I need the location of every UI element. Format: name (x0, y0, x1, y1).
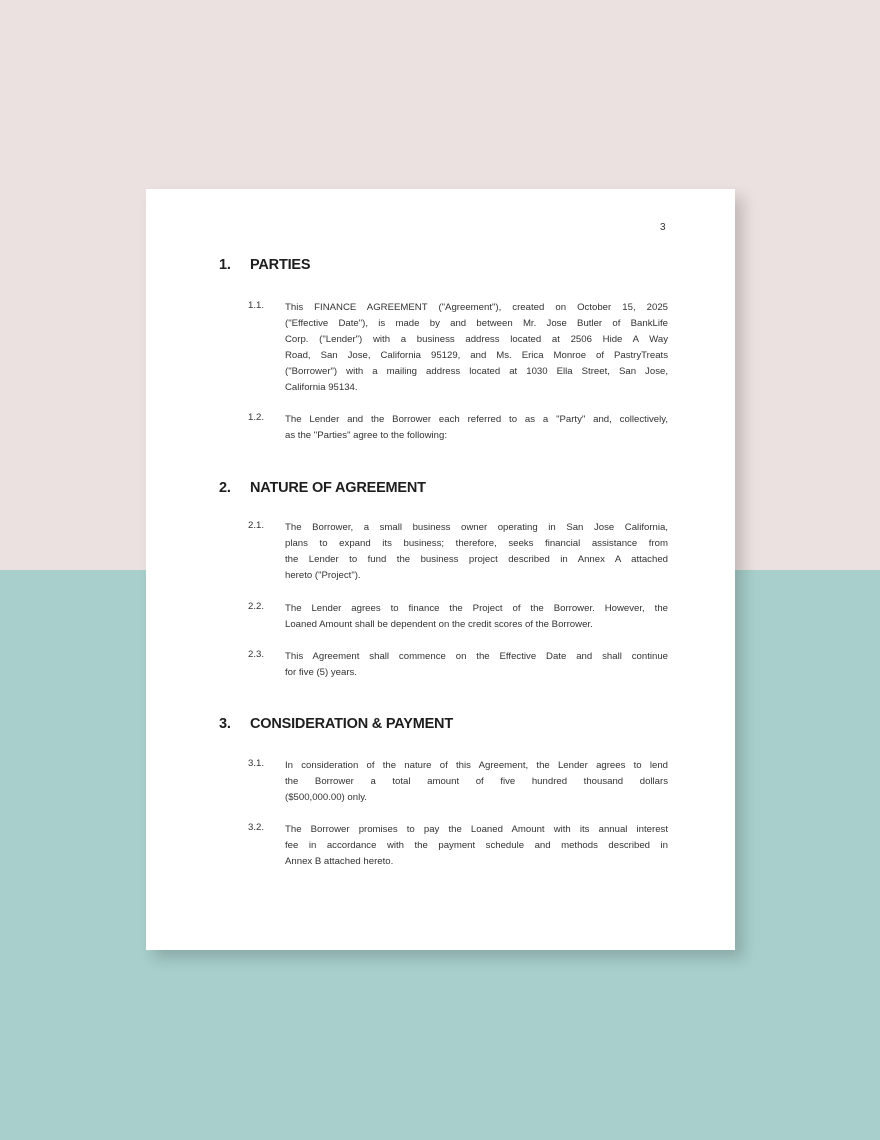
clause-line: ($500,000.00) only. (285, 792, 367, 803)
clause-line: Road, San Jose, California 95129, and Ms. Erica Monroe of PastryTreats (285, 350, 668, 361)
clause-text (285, 601, 668, 633)
clause-line: fee in accordance with the payment schedule and methods described in (285, 840, 668, 851)
section-heading (219, 257, 310, 273)
clause-line: the Borrower a total amount of five hundred thousand dollars (285, 776, 668, 787)
clause-line: This FINANCE AGREEMENT ("Agreement"), created on October 15, 2025 (285, 302, 668, 313)
clause-number: 2.1. (248, 520, 265, 531)
section-title: PARTIES (250, 257, 311, 273)
clause-line: the Lender to fund the business project described in Annex A attached (285, 554, 668, 565)
clause-line: ("Effective Date"), is made by and between Mr. Jose Butler of BankLife (285, 318, 668, 329)
clause-number: 3.2. (248, 822, 265, 833)
clause-line: The Lender and the Borrower each referred to as a "Party" and, collectively, (285, 414, 668, 425)
clause-line: The Borrower promises to pay the Loaned Amount with its annual interest (285, 824, 668, 835)
clause-number: 3.1. (248, 758, 265, 769)
clause-line: hereto ("Project"). (285, 570, 361, 581)
section-title: CONSIDERATION & PAYMENT (250, 716, 453, 732)
clause-line: plans to expand its business; therefore, seeks financial assistance from (285, 538, 668, 549)
section-number: 2. (219, 480, 231, 496)
clause-line: for five (5) years. (285, 667, 357, 678)
clause-line: Loaned Amount shall be dependent on the credit scores of the Borrower. (285, 619, 593, 630)
clause-line: This Agreement shall commence on the Effective Date and shall continue (285, 651, 668, 662)
clause-text (285, 520, 668, 584)
clause-number: 2.2. (248, 601, 265, 612)
clause-line: The Lender agrees to finance the Project of the Borrower. However, the (285, 603, 668, 614)
clause-text (285, 822, 668, 870)
clause-text (285, 649, 668, 681)
clause-number: 2.3. (248, 649, 265, 660)
clause-text (285, 300, 668, 396)
page-number: 3 (660, 222, 666, 233)
clause-line: In consideration of the nature of this Agreement, the Lender agrees to lend (285, 760, 668, 771)
clause-number: 1.2. (248, 412, 265, 423)
clause-line: The Borrower, a small business owner operating in San Jose California, (285, 522, 668, 533)
clause-text (285, 412, 668, 444)
clause-line: as the "Parties" agree to the following: (285, 430, 448, 441)
clause-text (285, 758, 668, 806)
clause-line: ("Borrower") with a mailing address located at 1030 Ella Street, San Jose, (285, 366, 668, 377)
clause-line: California 95134. (285, 382, 358, 393)
section-number: 1. (219, 257, 231, 273)
section-heading (219, 480, 426, 496)
document-page (146, 189, 735, 950)
clause-number: 1.1. (248, 300, 265, 311)
section-title: NATURE OF AGREEMENT (250, 480, 426, 496)
clause-line: Annex B attached hereto. (285, 856, 394, 867)
section-heading (219, 716, 453, 732)
clause-line: Corp. ("Lender") with a business address located at 2506 Hide A Way (285, 334, 668, 345)
section-number: 3. (219, 716, 231, 732)
